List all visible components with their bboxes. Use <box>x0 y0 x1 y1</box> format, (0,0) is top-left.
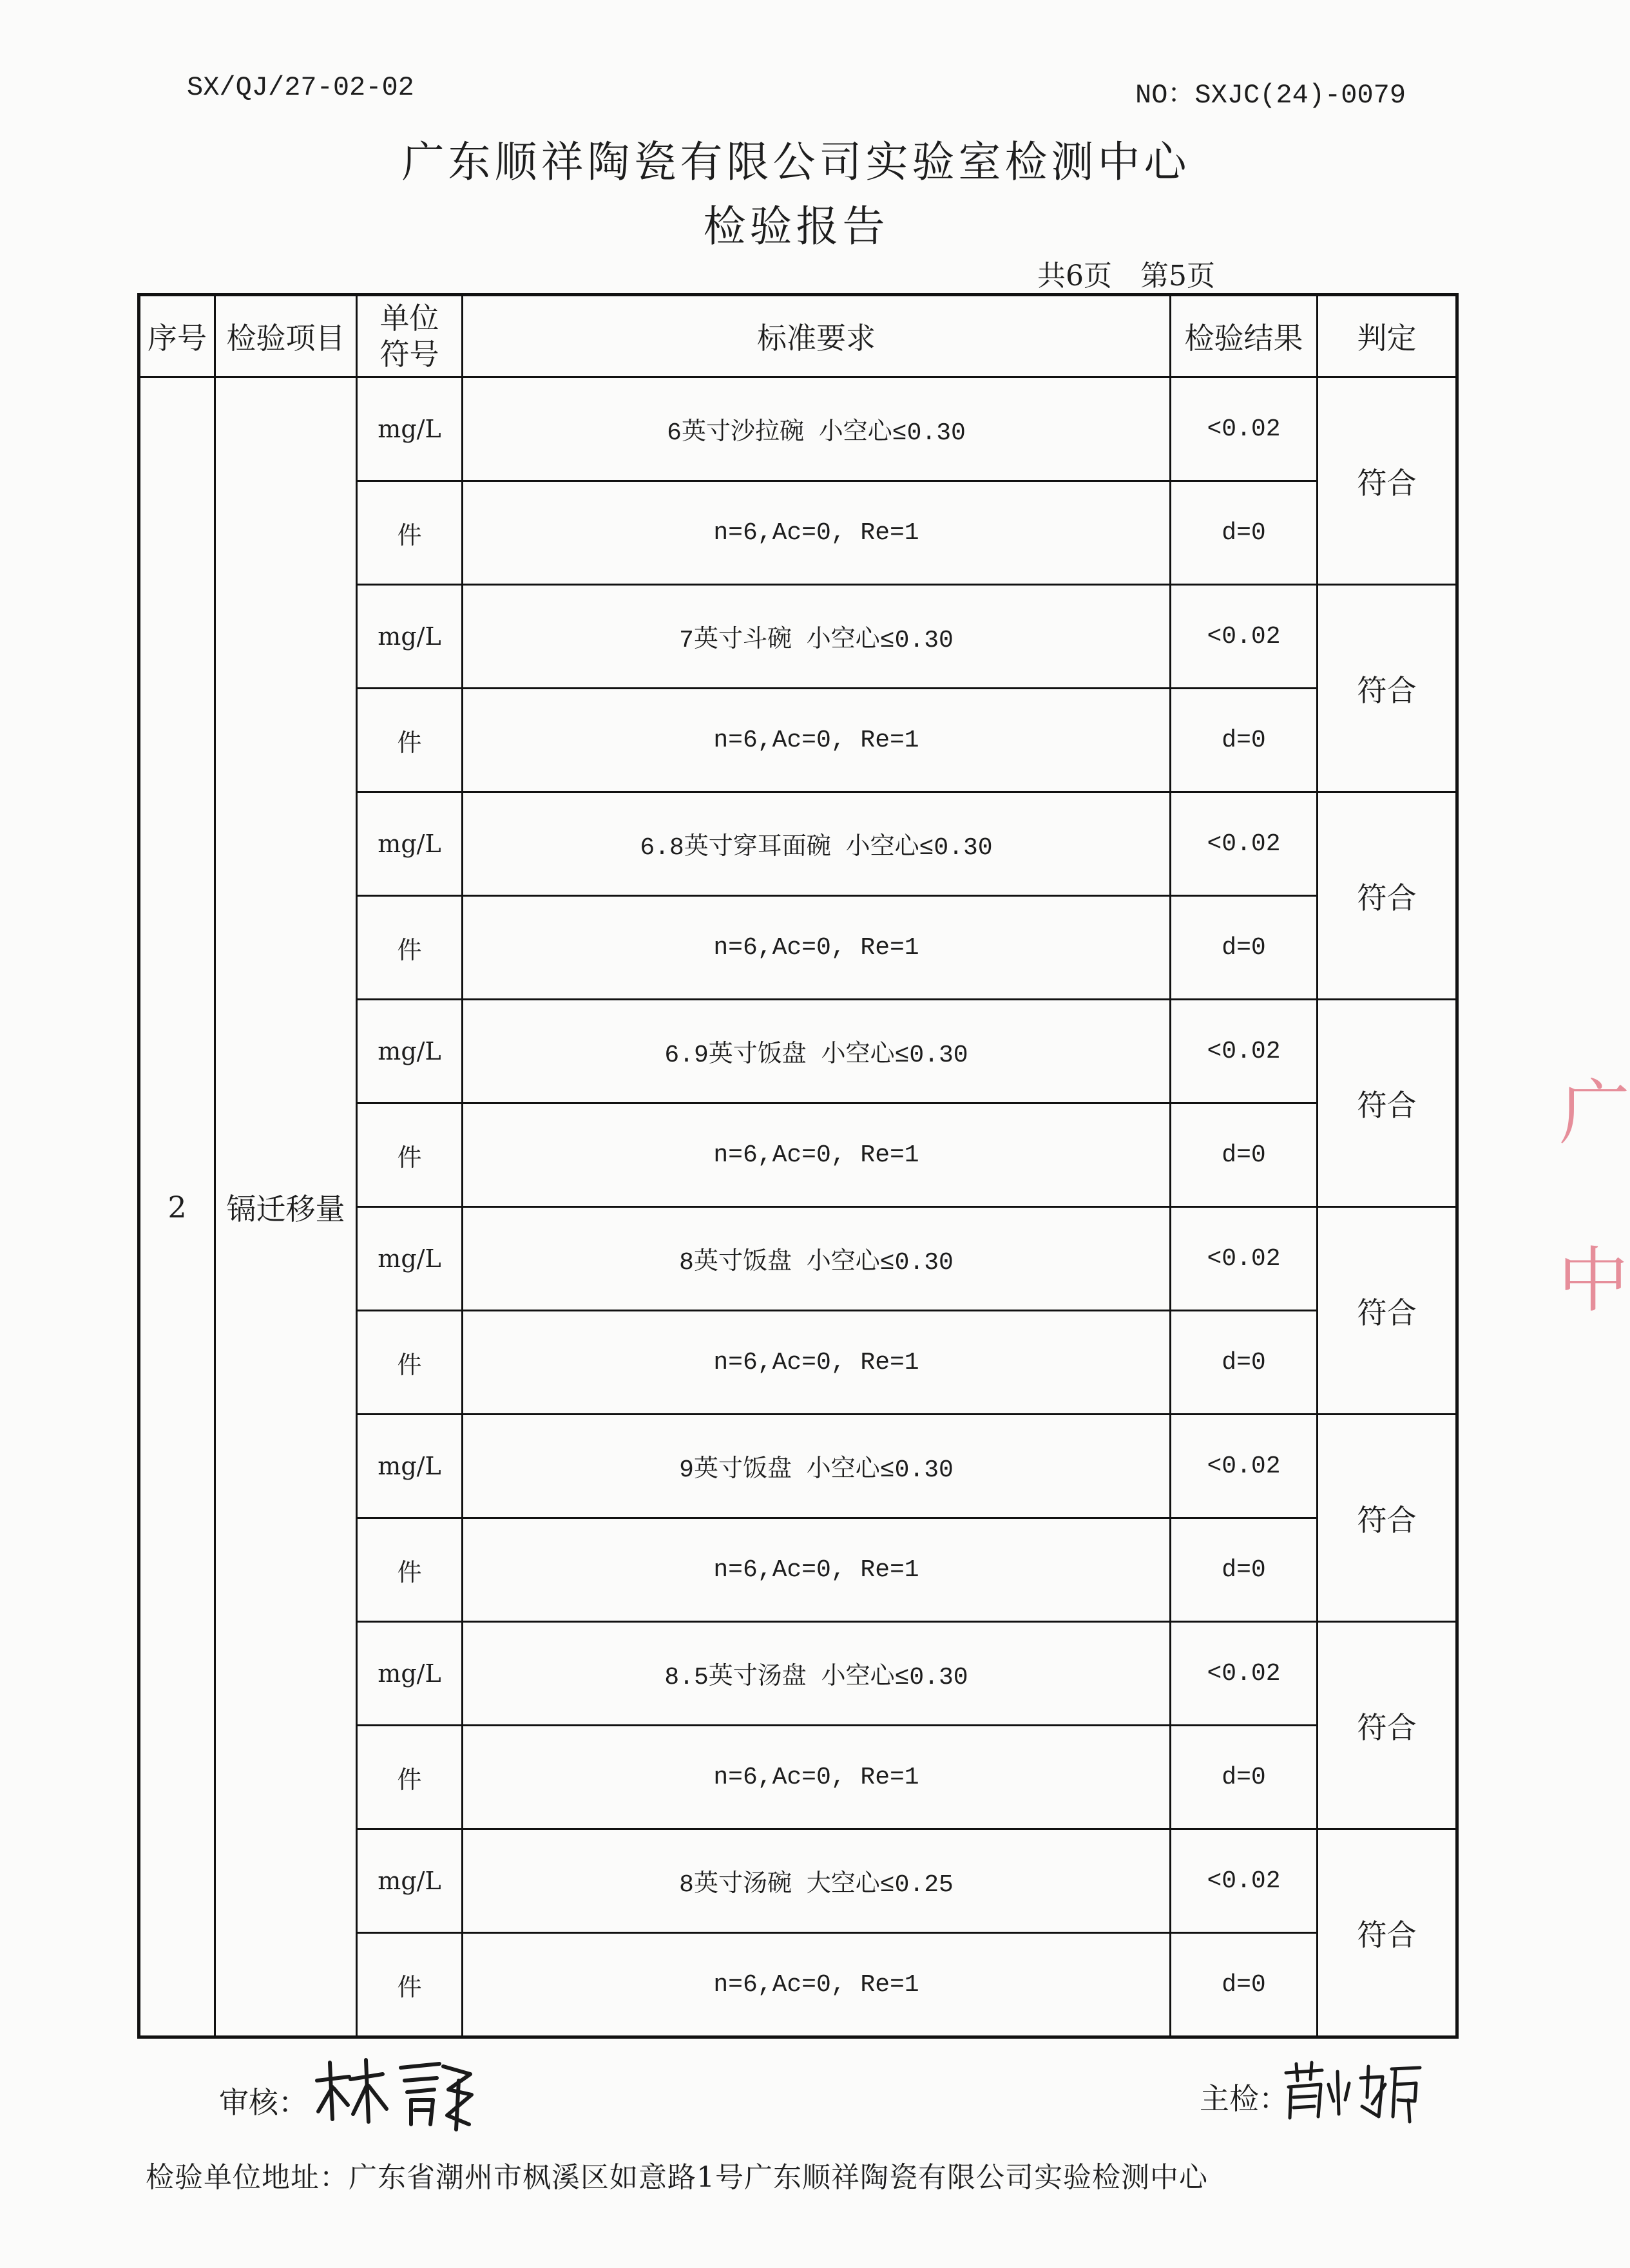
header-result: 检验结果 <box>1171 295 1318 377</box>
table-header-row <box>139 295 1457 377</box>
inspection-table <box>137 293 1459 2039</box>
unit-cell: mg/L <box>357 1829 463 1933</box>
result-cell: <0.02 <box>1171 1415 1318 1518</box>
judgement-cell: 符合 <box>1318 377 1457 585</box>
defect-count-cell: d=0 <box>1171 896 1318 1000</box>
unit-cell: mg/L <box>357 1207 463 1311</box>
report-number: NO：SXJC(24)-0079 <box>1135 80 1406 111</box>
header-item: 检验项目 <box>215 295 357 377</box>
standard-cell: 7英寸斗碗 小空心≤0.30 <box>463 585 1171 689</box>
sampling-plan-cell: n=6,Ac=0, Re=1 <box>463 1103 1171 1207</box>
inspector-label: 主检： <box>1200 2081 1289 2116</box>
document-code: SX/QJ/27-02-02 <box>187 72 414 103</box>
standard-cell: 8英寸汤碗 大空心≤0.25 <box>463 1829 1171 1933</box>
unit-cell: 件 <box>357 1103 463 1207</box>
result-cell: <0.02 <box>1171 585 1318 689</box>
unit-cell: mg/L <box>357 377 463 481</box>
result-cell: <0.02 <box>1171 1207 1318 1311</box>
report-subtitle: 检验报告 <box>703 202 889 251</box>
page-indicator: 共6页 第5页 <box>1037 260 1215 292</box>
judgement-cell: 符合 <box>1318 1000 1457 1207</box>
unit-cell: mg/L <box>357 1415 463 1518</box>
sampling-plan-cell: n=6,Ac=0, Re=1 <box>463 689 1171 792</box>
unit-cell: 件 <box>357 1933 463 2037</box>
defect-count-cell: d=0 <box>1171 1726 1318 1829</box>
sampling-plan-cell: n=6,Ac=0, Re=1 <box>463 1311 1171 1415</box>
judgement-cell: 符合 <box>1318 1622 1457 1829</box>
sampling-plan-cell: n=6,Ac=0, Re=1 <box>463 1726 1171 1829</box>
header-unit-line1: 单位 <box>379 301 439 336</box>
unit-cell: mg/L <box>357 792 463 896</box>
result-cell: <0.02 <box>1171 1000 1318 1103</box>
unit-cell: 件 <box>357 1518 463 1622</box>
header-seq: 序号 <box>139 295 215 377</box>
judgement-cell: 符合 <box>1318 792 1457 1000</box>
judgement-cell: 符合 <box>1318 1207 1457 1415</box>
judgement-cell: 符合 <box>1318 1415 1457 1622</box>
result-cell: <0.02 <box>1171 377 1318 481</box>
unit-cell: mg/L <box>357 1622 463 1726</box>
standard-cell: 6.9英寸饭盘 小空心≤0.30 <box>463 1000 1171 1103</box>
standard-cell: 9英寸饭盘 小空心≤0.30 <box>463 1415 1171 1518</box>
sampling-plan-cell: n=6,Ac=0, Re=1 <box>463 1933 1171 2037</box>
standard-cell: 8英寸饭盘 小空心≤0.30 <box>463 1207 1171 1311</box>
unit-cell: 件 <box>357 481 463 585</box>
header-unit <box>357 295 463 377</box>
seal-fragment-bottom: 中 <box>1558 1239 1629 1322</box>
defect-count-cell: d=0 <box>1171 1933 1318 2037</box>
standard-cell: 8.5英寸汤盘 小空心≤0.30 <box>463 1622 1171 1726</box>
judgement-cell: 符合 <box>1318 585 1457 792</box>
sampling-plan-cell: n=6,Ac=0, Re=1 <box>463 1518 1171 1622</box>
defect-count-cell: d=0 <box>1171 689 1318 792</box>
header-standard: 标准要求 <box>463 295 1171 377</box>
judgement-cell: 符合 <box>1318 1829 1457 2037</box>
unit-cell: 件 <box>357 689 463 792</box>
table-body <box>139 377 1457 2037</box>
standard-cell: 6.8英寸穿耳面碗 小空心≤0.30 <box>463 792 1171 896</box>
seal-fragment-top: 广 <box>1559 1072 1630 1154</box>
result-cell: <0.02 <box>1171 1622 1318 1726</box>
reviewer-signature <box>311 2055 478 2132</box>
table-row <box>139 377 1457 481</box>
inspector-signature <box>1282 2059 1424 2123</box>
unit-cell: mg/L <box>357 1000 463 1103</box>
result-cell: <0.02 <box>1171 1829 1318 1933</box>
reviewer-label: 审核： <box>219 2085 308 2120</box>
standard-cell: 6英寸沙拉碗 小空心≤0.30 <box>463 377 1171 481</box>
header-judgement: 判定 <box>1318 295 1457 377</box>
sampling-plan-cell: n=6,Ac=0, Re=1 <box>463 481 1171 585</box>
unit-cell: 件 <box>357 1311 463 1415</box>
seq-number: 2 <box>139 377 215 2037</box>
unit-cell: 件 <box>357 1726 463 1829</box>
unit-cell: 件 <box>357 896 463 1000</box>
sampling-plan-cell: n=6,Ac=0, Re=1 <box>463 896 1171 1000</box>
unit-cell: mg/L <box>357 585 463 689</box>
defect-count-cell: d=0 <box>1171 481 1318 585</box>
defect-count-cell: d=0 <box>1171 1311 1318 1415</box>
result-cell: <0.02 <box>1171 792 1318 896</box>
defect-count-cell: d=0 <box>1171 1103 1318 1207</box>
lab-address: 检验单位地址：广东省潮州市枫溪区如意路1号广东顺祥陶瓷有限公司实验检测中心 <box>146 2161 1208 2194</box>
header-unit-line2: 符号 <box>379 337 439 372</box>
page-title: 广东顺祥陶瓷有限公司实验室检测中心 <box>401 137 1191 187</box>
defect-count-cell: d=0 <box>1171 1518 1318 1622</box>
test-item: 镉迁移量 <box>215 377 357 2037</box>
